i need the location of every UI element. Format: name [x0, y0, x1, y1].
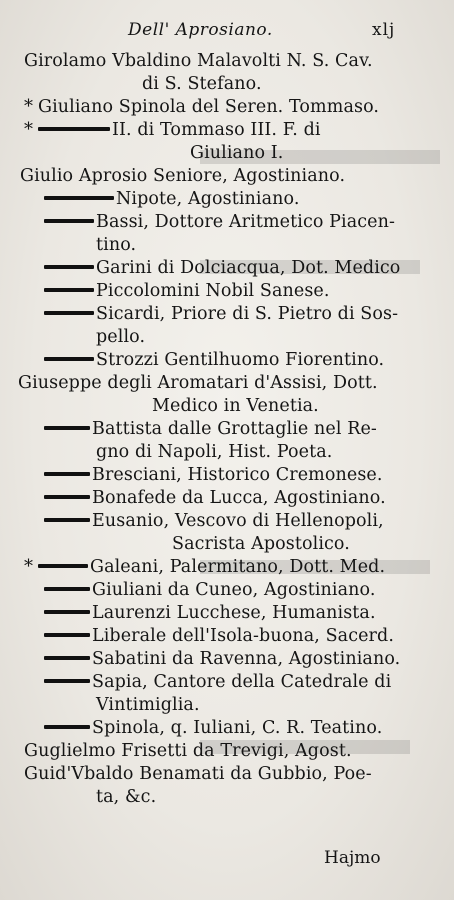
asterisk-mark: *: [24, 96, 34, 117]
ditto-dash: [44, 265, 94, 269]
ditto-dash: [44, 725, 90, 729]
ditto-dash: [44, 311, 94, 315]
entry-line: [44, 418, 377, 440]
entry-text: Nipote, Agostiniano.: [116, 189, 300, 209]
entry-line: [44, 625, 394, 647]
entry-line: Giuseppe degli Aromatari d'Assisi, Dott.: [18, 373, 378, 393]
entry-text: Garini di Dolciacqua, Dot. Medico: [96, 258, 401, 278]
entry-line: tino.: [96, 235, 137, 255]
ditto-dash: [38, 564, 88, 568]
entry-line: [44, 510, 384, 532]
entry-line: Giuliano I.: [190, 143, 284, 163]
entry-text: Giuliano Spinola del Seren. Tommaso.: [38, 97, 380, 117]
ditto-dash: [38, 127, 110, 131]
entry-line-marked: [24, 119, 321, 141]
entry-text: Bassi, Dottore Aritmetico Piacen-: [96, 212, 395, 232]
ditto-dash: [44, 426, 90, 430]
entry-line: ta, &c.: [96, 787, 157, 807]
entry-text: Liberale dell'Isola-buona, Sacerd.: [92, 626, 394, 646]
ditto-dash: [44, 518, 90, 522]
asterisk-mark: *: [24, 119, 34, 140]
page-number: xlj: [372, 20, 396, 40]
entry-line: [44, 579, 376, 601]
entry-line: [44, 464, 383, 486]
entry-line: [44, 602, 376, 624]
entry-line: pello.: [96, 327, 146, 347]
entry-text: Bresciani, Historico Cremonese.: [92, 465, 383, 485]
entry-text: Sabatini da Ravenna, Agostiniano.: [92, 649, 401, 669]
entry-line: Medico in Venetia.: [152, 396, 319, 416]
entry-text: Strozzi Gentilhuomo Fiorentino.: [96, 350, 385, 370]
catchword: Hajmo: [324, 848, 381, 868]
entry-text: Sicardi, Priore di S. Pietro di Sos-: [96, 304, 399, 324]
entry-text: Spinola, q. Iuliani, C. R. Teatino.: [92, 718, 383, 738]
entry-line: [44, 303, 398, 325]
entry-text: Galeani, Palermitano, Dott. Med.: [90, 557, 386, 577]
ditto-dash: [44, 587, 90, 591]
entry-line: di S. Stefano.: [142, 74, 262, 94]
entry-text: Bonafede da Lucca, Agostiniano.: [92, 488, 386, 508]
ditto-dash: [44, 495, 90, 499]
entry-line: gno di Napoli, Hist. Poeta.: [96, 442, 333, 462]
entry-line: Guglielmo Frisetti da Trevigi, Agost.: [24, 741, 352, 761]
entry-line: Sacrista Apostolico.: [172, 534, 350, 554]
ditto-dash: [44, 472, 90, 476]
asterisk-mark: *: [24, 556, 34, 577]
entry-line: [44, 280, 330, 302]
entry-text: II. di Tommaso III. F. di: [112, 120, 321, 140]
ditto-dash: [44, 219, 94, 223]
entry-text: Eusanio, Vescovo di Hellenopoli,: [92, 511, 384, 531]
running-head: Dell' Aprosiano.: [128, 20, 273, 40]
entry-line: [44, 349, 384, 371]
ditto-dash: [44, 196, 114, 200]
entry-line: [44, 717, 382, 739]
entry-line: [44, 648, 400, 670]
entry-line-marked: [24, 96, 379, 118]
entry-text: Piccolomini Nobil Sanese.: [96, 281, 330, 301]
ditto-dash: [44, 679, 90, 683]
entry-line: Girolamo Vbaldino Malavolti N. S. Cav.: [24, 51, 373, 71]
ditto-dash: [44, 357, 94, 361]
entry-line: [44, 487, 386, 509]
entry-text: Laurenzi Lucchese, Humanista.: [92, 603, 376, 623]
entry-text: Giuliani da Cuneo, Agostiniano.: [92, 580, 376, 600]
entry-line: Guid'Vbaldo Benamati da Gubbio, Poe-: [24, 764, 372, 784]
ditto-dash: [44, 656, 90, 660]
entry-text: Battista dalle Grottaglie nel Re-: [92, 419, 377, 439]
entry-line: Vintimiglia.: [96, 695, 200, 715]
entry-text: Sapia, Cantore della Catedrale di: [92, 672, 392, 692]
entry-line-marked: [24, 556, 385, 578]
entry-line: [44, 257, 400, 279]
entry-line: [44, 188, 300, 210]
entry-line: Giulio Aprosio Seniore, Agostiniano.: [20, 166, 346, 186]
entry-line: [44, 671, 391, 693]
ditto-dash: [44, 633, 90, 637]
ditto-dash: [44, 610, 90, 614]
entry-line: [44, 211, 395, 233]
ditto-dash: [44, 288, 94, 292]
